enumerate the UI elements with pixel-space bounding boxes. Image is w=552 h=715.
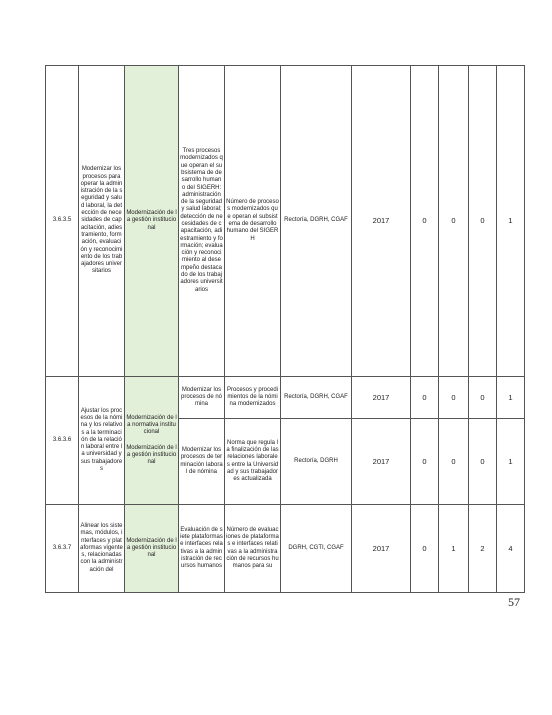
strategy-table [45,65,525,593]
row-action: Tres procesos modernizados que operan el subsistema de desarrollo humano del SIGERH: administración de la seguridad y salud laboral; detección de necesidades de capacitación, adiestramiento y formación; evaluación y reconocimiento al desempeño destacado de los trabajadores universitarios [179,66,225,377]
row-indicator: Número de procesos modernizados que operan el subsistema de desarrollo humano del SIGERH [225,66,281,377]
row-value-2: 0 [439,66,469,377]
row-strategy-b: Modernización de la gestión institucional [126,444,177,466]
row-indicator: Procesos y procedimientos de la nómina modernizados [225,377,281,419]
row-value-1: 0 [411,66,439,377]
row-value-1: 0 [411,505,439,593]
row-value-1: 0 [411,377,439,419]
row-code: 3.6.3.5 [46,66,79,377]
row-action: Evaluación de siete plataformas e interfaces relativas a la administración de recursos humanos [179,505,225,593]
table-row [46,377,525,419]
row-objective: Alinear los sistemas, módulos, interfaces y plataformas vigentes, relacionadas con la administración del [79,505,125,593]
row-objective: Modernizar los procesos para operar la administración de la seguridad y salud laboral, la detección de necesidades de capacitación, adiestramiento, formación, evaluación y reconocimiento de los trabajadores universitarios [79,66,125,377]
row-value-3: 2 [469,505,497,593]
row-action: Modernizar los procesos de terminación laboral de nómina [179,419,225,505]
row-code: 3.6.3.7 [46,505,79,593]
table-row [46,505,525,593]
row-value-4: 4 [497,505,525,593]
row-strategy [125,377,179,505]
row-objective: Ajustar los procesos de la nómina y los relativos a la terminación de la relación laboral entre la universidad y sus trabajadores [79,377,125,505]
row-strategy-a: Modernización de la normativa institucional [126,414,177,436]
row-year: 2017 [352,505,411,593]
row-value-2: 1 [439,505,469,593]
row-value-1: 0 [411,419,439,505]
row-value-3: 0 [469,66,497,377]
row-year: 2017 [352,66,411,377]
row-responsible: Rectoría, DGRH [281,419,352,505]
row-year: 2017 [352,419,411,505]
row-value-3: 0 [469,419,497,505]
row-responsible: Rectoría, DGRH, CGAF [281,377,352,419]
row-responsible: Rectoría, DGRH, CGAF [281,66,352,377]
row-strategy: Modernización de la gestión institucional [125,66,179,377]
row-action: Modernizar los procesos de nómina [179,377,225,419]
row-value-3: 0 [469,377,497,419]
row-indicator: Número de evaluaciones de plataformas e interfaces relativas a la administración de recursos humanos para su [225,505,281,593]
row-year: 2017 [352,377,411,419]
table-row [46,66,525,377]
row-value-2: 0 [439,419,469,505]
row-value-4: 1 [497,66,525,377]
row-value-2: 0 [439,377,469,419]
row-value-4: 1 [497,377,525,419]
page-number: 57 [508,595,520,609]
row-responsible: DGRH, CGTI, CGAF [281,505,352,593]
row-value-4: 1 [497,419,525,505]
row-code: 3.6.3.6 [46,377,79,505]
row-strategy: Modernización de la gestión institucional [125,505,179,593]
row-indicator: Norma que regula la finalización de las relaciones laborales entre la Universidad y sus trabajadores actualizada [225,419,281,505]
